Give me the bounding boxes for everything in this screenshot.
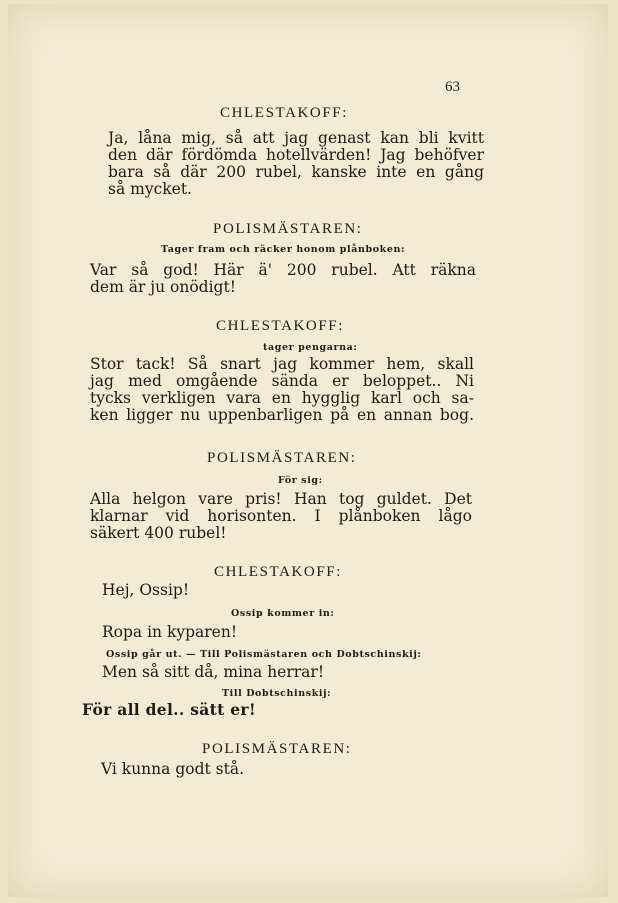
speaker-heading: CHLESTAKOFF:: [214, 564, 343, 580]
text-line: Stor tack! Så snart jag kommer hem, skall: [90, 355, 474, 373]
dialogue-paragraph: [90, 356, 474, 424]
dialogue-paragraph: [90, 491, 472, 542]
speaker-heading: CHLESTAKOFF:: [220, 105, 349, 121]
text-line: ken ligger nu uppenbarligen på en annan bog.: [90, 406, 474, 424]
text-line: Var så god! Här ä' 200 rubel. Att räkna: [90, 261, 476, 279]
speaker-heading: CHLESTAKOFF:: [216, 318, 345, 334]
text-line: Ja, låna mig, så att jag genast kan bli kvitt: [108, 129, 484, 147]
text-line: jag med omgående sända er beloppet.. Ni: [90, 372, 474, 390]
dialogue-line: Men så sitt då, mina herrar!: [102, 663, 325, 681]
text-line: bara så där 200 rubel, kanske inte en gång: [108, 163, 484, 181]
text-line: dem är ju onödigt!: [90, 278, 236, 296]
text-line: så mycket.: [108, 180, 192, 198]
dialogue-line: Hej, Ossip!: [102, 581, 190, 599]
stage-direction: Tager fram och räcker honom plånboken:: [161, 244, 406, 255]
text-line: den där fördömda hotellvärden! Jag behöfver: [108, 146, 484, 164]
text-line: säkert 400 rubel!: [90, 524, 227, 542]
stage-direction: För sig:: [278, 475, 323, 486]
dialogue-paragraph: [90, 262, 476, 296]
stage-direction: Ossip går ut. — Till Polismästaren och Dobtschinskij:: [106, 649, 422, 660]
text-line: klarnar vid horisonten. I plånboken lågo: [90, 507, 472, 525]
dialogue-line: För all del.. sätt er!: [82, 700, 256, 719]
dialogue-line: Ropa in kyparen!: [102, 623, 238, 641]
speaker-heading: POLISMÄSTAREN:: [207, 450, 357, 466]
stage-direction: Till Dobtschinskij:: [222, 688, 332, 699]
stage-direction: Ossip kommer in:: [231, 608, 335, 619]
book-page: [8, 4, 608, 897]
speaker-heading: POLISMÄSTAREN:: [202, 741, 352, 757]
dialogue-paragraph: [108, 130, 484, 198]
page-number: 63: [445, 79, 460, 95]
text-line: tycks verkligen vara en hygglig karl och sa-: [90, 389, 474, 407]
dialogue-line: Vi kunna godt stå.: [101, 760, 244, 778]
stage-direction: tager pengarna:: [263, 342, 358, 353]
text-line: Alla helgon vare pris! Han tog guldet. Det: [90, 490, 472, 508]
speaker-heading: POLISMÄSTAREN:: [213, 221, 363, 237]
